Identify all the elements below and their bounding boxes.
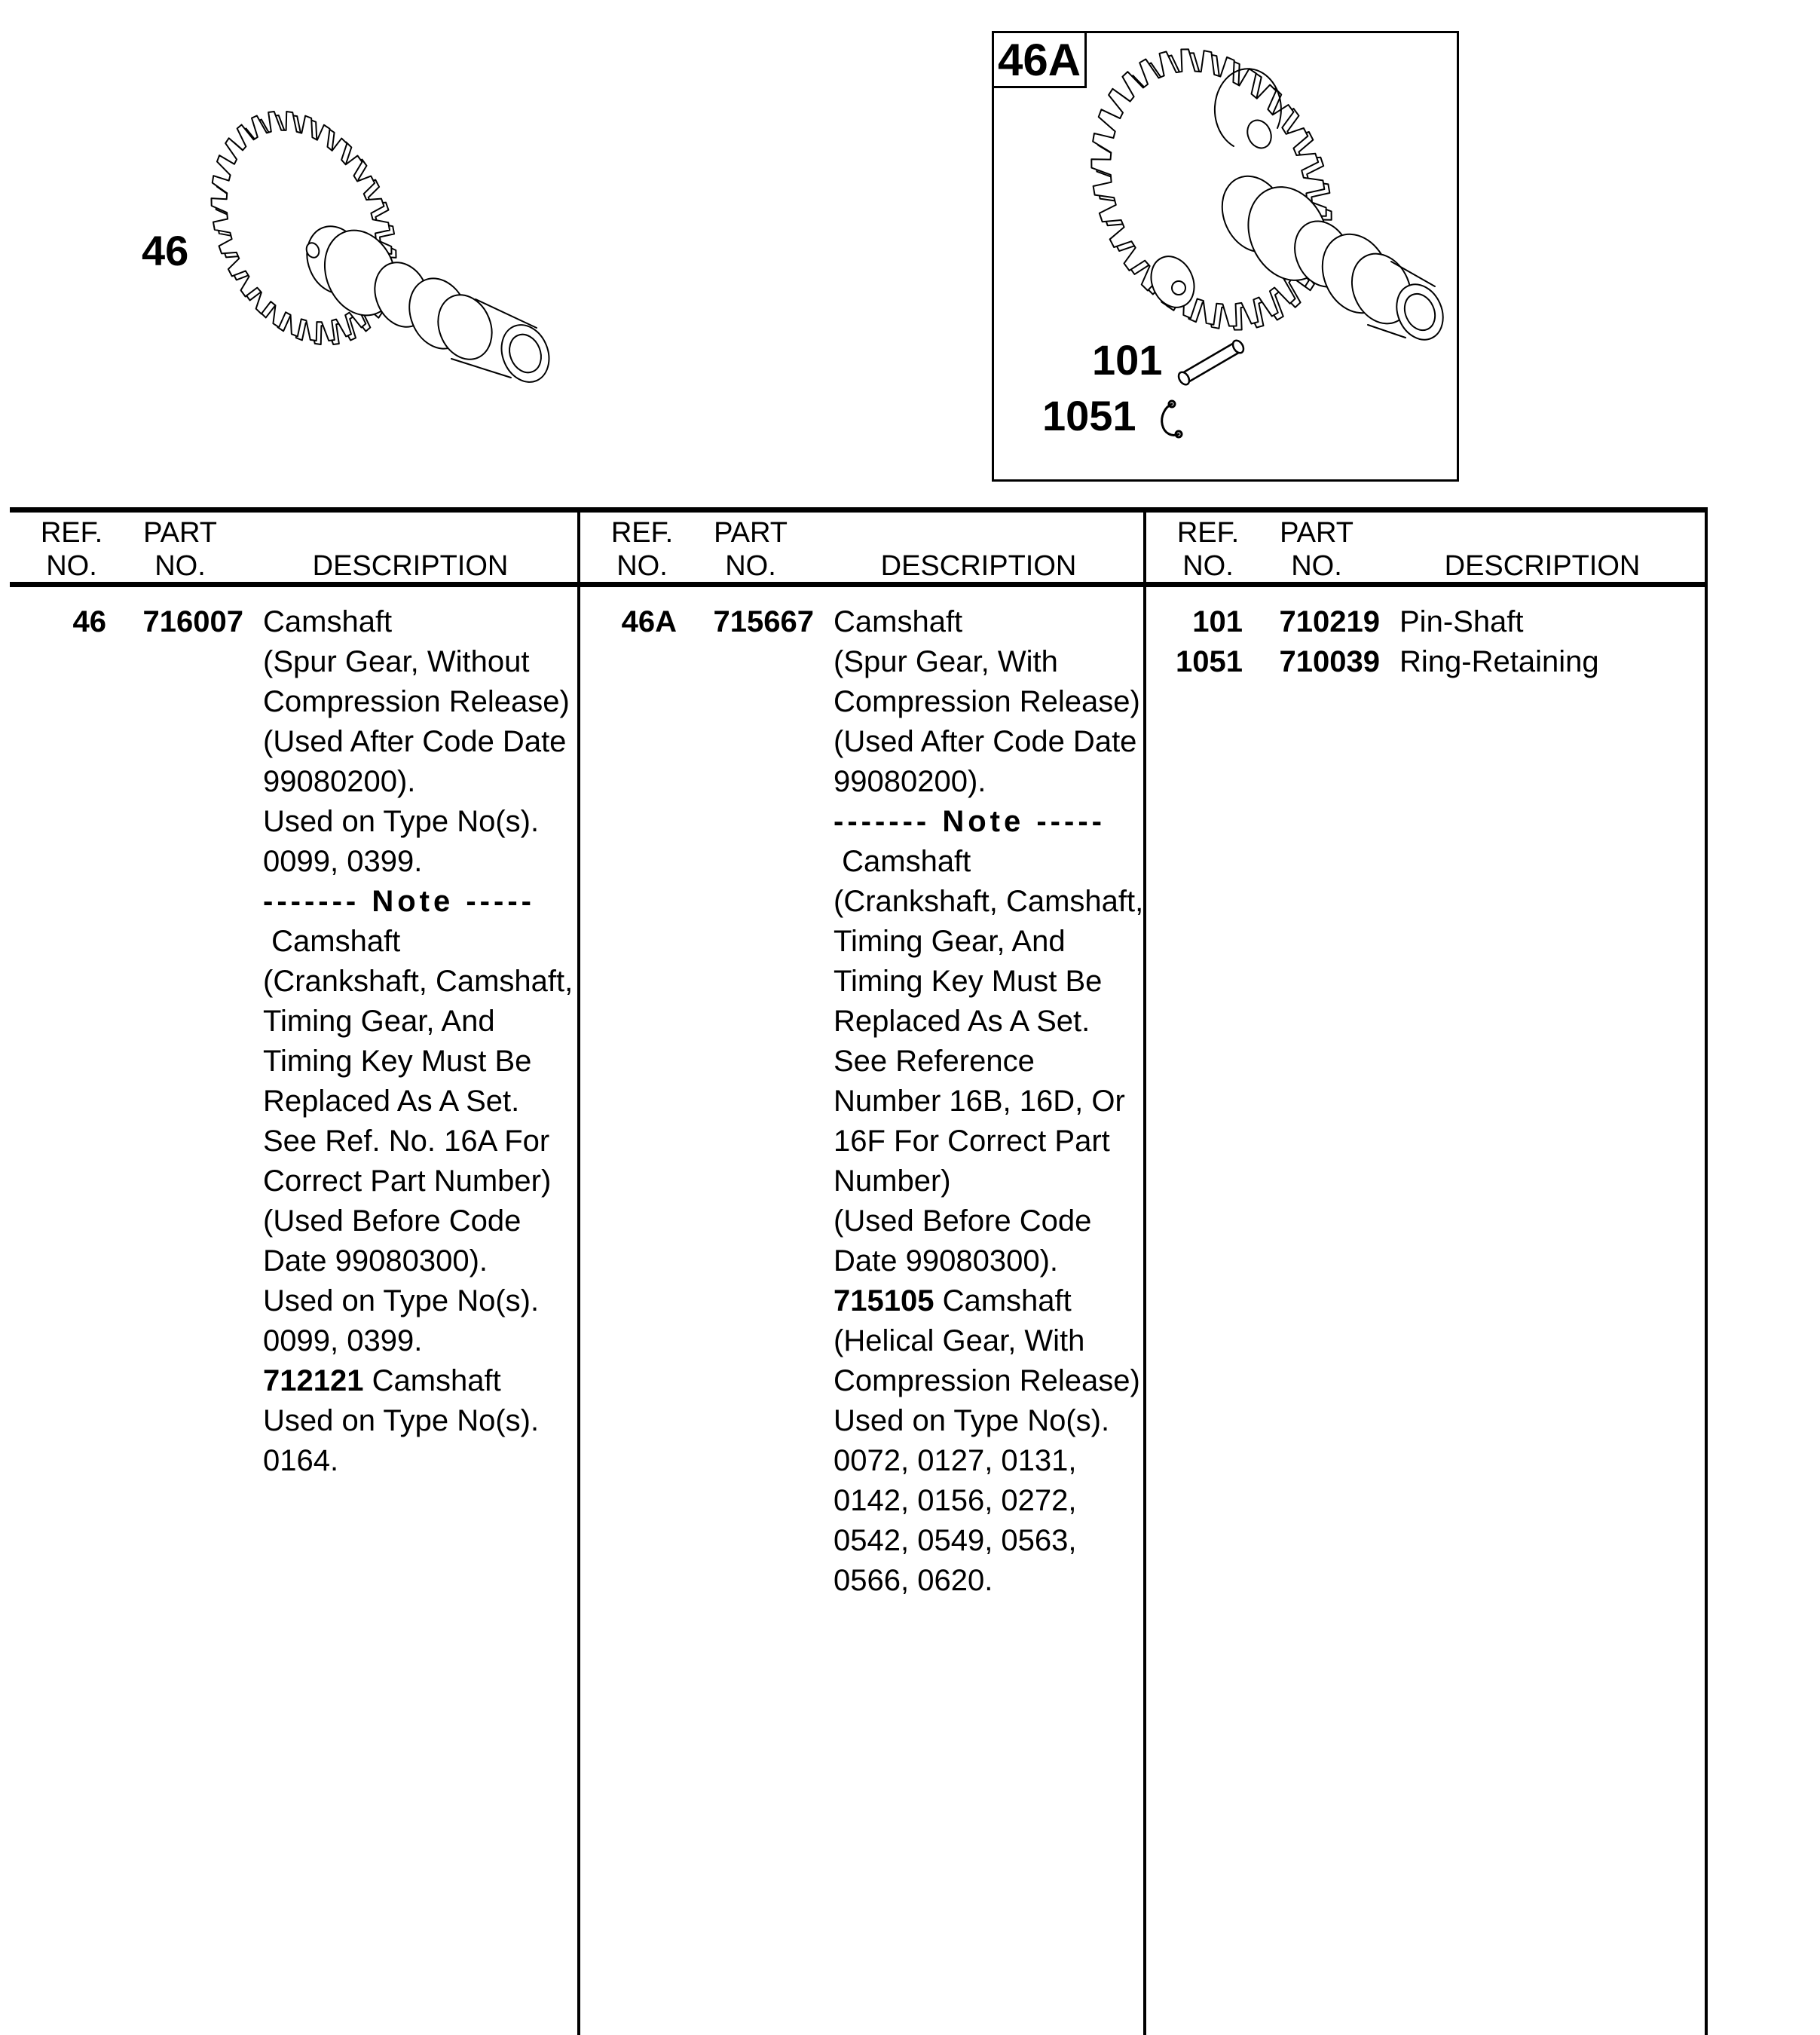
figure-label-1051: 1051 (1042, 392, 1136, 439)
description-value: Camshaft (Spur Gear, With Compression Release) (Used After Code Date 99080200). ------- Note ----- Camshaft (Crankshaft, Camshaft, Timing Gear, And Timing Key Must Be Replaced As A Set. See Reference Number 16B, 16D, Or 16F For Correct Part Number) (Used Before Code Date 99080300). 715105 Camshaft (Helical Gear, With Compression Release) Used on Type No(s). 0072, 0127, 0131, 0142, 0156, 0272, 0542, 0549, 0563, 0566, 0620. (834, 605, 1144, 1597)
table-column-1 (10, 587, 577, 2035)
header-part-no: PART NO. (714, 517, 788, 582)
description-value: Ring-Retaining (1399, 645, 1599, 678)
figure-label-46a: 46A (992, 31, 1087, 88)
header-ref-no: REF. NO. (1176, 517, 1240, 582)
table-row (580, 602, 1143, 1601)
pin-101-drawing (1176, 338, 1246, 387)
table-header (10, 513, 1705, 587)
table-column-3 (1143, 587, 1705, 2035)
header-group-3 (1143, 513, 1705, 582)
header-group-1 (10, 513, 577, 582)
ref-no-value: 1051 (1176, 645, 1243, 678)
ref-no-value: 46 (72, 605, 106, 638)
header-ref-no: REF. NO. (610, 517, 674, 582)
header-description: DESCRIPTION (312, 550, 509, 582)
camshaft-46-drawing (188, 64, 610, 388)
part-no-value: 710219 (1279, 605, 1380, 638)
parts-table (10, 507, 1708, 2035)
ref-no-value: 46A (621, 605, 677, 638)
table-column-2 (577, 587, 1143, 2035)
figure-label-46: 46 (142, 227, 189, 274)
table-row (1146, 602, 1705, 642)
table-row (1146, 642, 1705, 682)
header-description: DESCRIPTION (1444, 550, 1641, 582)
header-part-no: PART NO. (1280, 517, 1354, 582)
ref-no-value: 101 (1192, 605, 1243, 638)
part-no-value: 710039 (1279, 645, 1380, 678)
description-value: Camshaft (Spur Gear, Without Compression Release) (Used After Code Date 99080200). Used on Type No(s). 0099, 0399. ------- Note ----- Camshaft (Crankshaft, Camshaft, Timing Gear, And Timing Key Must Be Replaced As A Set. See Ref. No. 16A For Correct Part Number) (Used Before Code Date 99080300). Used on Type No(s). 0099, 0399. 712121 Camshaft Used on Type No(s). 0164. (263, 605, 574, 1477)
table-body (10, 587, 1705, 2035)
retaining-ring-1051-drawing (1162, 401, 1182, 437)
part-no-value: 715667 (713, 605, 814, 638)
header-part-no: PART NO. (143, 517, 217, 582)
figure-label-101: 101 (1092, 336, 1163, 384)
header-group-2 (577, 513, 1143, 582)
inset-figure-box (992, 31, 1459, 482)
header-ref-no: REF. NO. (40, 517, 103, 582)
header-description: DESCRIPTION (880, 550, 1077, 582)
part-no-value: 716007 (142, 605, 243, 638)
description-value: Pin-Shaft (1399, 605, 1524, 638)
table-row (10, 602, 577, 1481)
